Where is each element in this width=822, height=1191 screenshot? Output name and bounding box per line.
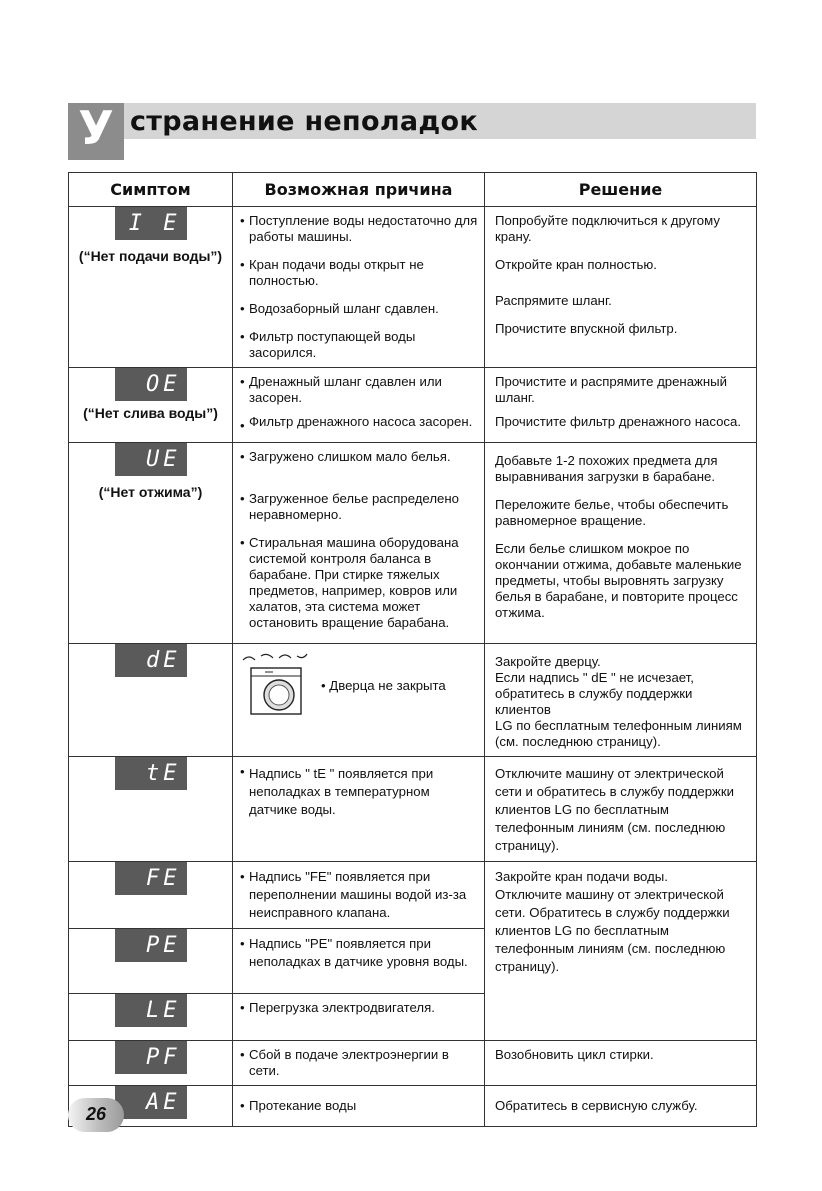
error-code-display: FE bbox=[115, 862, 187, 895]
solution-item: Добавьте 1-2 похожих предмета для выравнивания загрузки в барабане. bbox=[495, 453, 718, 484]
cause-cell bbox=[233, 1041, 485, 1086]
cause-cell bbox=[233, 862, 485, 929]
solution-item: Переложите белье, чтобы обеспечить равномерное вращение. bbox=[495, 497, 729, 528]
solution-cell bbox=[485, 368, 757, 443]
solution-line: обратитесь в службу поддержки клиентов bbox=[495, 686, 693, 717]
cause-cell bbox=[233, 368, 485, 443]
cause-item: • Поступление воды недостаточно для работы машины. bbox=[233, 207, 484, 251]
table-row bbox=[69, 1041, 757, 1086]
solution-item: Обратитесь в сервисную службу. bbox=[495, 1098, 698, 1113]
solution-line: LG по бесплатным телефонным линиям bbox=[495, 718, 742, 733]
cause-item: • Перегрузка электродвигателя. bbox=[233, 994, 484, 1022]
column-header-solution: Решение bbox=[485, 173, 757, 207]
symptom-cell bbox=[69, 929, 233, 994]
symptom-cell bbox=[69, 443, 233, 644]
error-code-display: tE bbox=[115, 757, 187, 790]
solution-line: Закройте дверцу. bbox=[495, 654, 601, 669]
solution-item: Отключите машину от электрической сети и обратитесь в службу поддержки клиентов LG по бесплатным телефонным линиям (см. последнюю страницу). bbox=[495, 766, 735, 853]
cause-cell bbox=[233, 443, 485, 644]
cause-cell bbox=[233, 1086, 485, 1127]
solution-item: Попробуйте подключиться к другому крану. bbox=[495, 213, 720, 244]
symptom-cell bbox=[69, 757, 233, 862]
page-number: 26 bbox=[86, 1104, 107, 1124]
solution-cell bbox=[485, 862, 757, 1041]
cause-item: • Загруженное белье распределено неравномерно. bbox=[233, 485, 484, 529]
solution-item: Возобновить цикл стирки. bbox=[495, 1047, 654, 1062]
symptom-cell bbox=[69, 644, 233, 757]
solution-text bbox=[485, 862, 756, 982]
troubleshooting-table bbox=[68, 172, 757, 1127]
table-row bbox=[69, 207, 757, 368]
symptom-cell bbox=[69, 862, 233, 929]
table-row bbox=[69, 757, 757, 862]
solution-cell bbox=[485, 207, 757, 368]
solution-cell bbox=[485, 1041, 757, 1086]
cause-item: • Дренажный шланг сдавлен или засорен. bbox=[233, 368, 484, 412]
solution-line: (см. последнюю страницу). bbox=[495, 734, 661, 749]
cause-item: • Водозаборный шланг сдавлен. bbox=[233, 295, 484, 323]
symptom-cell bbox=[69, 1041, 233, 1086]
cause-item: • Сбой в подаче электроэнергии в сети. bbox=[233, 1041, 484, 1085]
table-row bbox=[69, 368, 757, 443]
symptom-cell bbox=[69, 207, 233, 368]
solution-line: Закройте кран подачи воды. bbox=[495, 869, 668, 884]
error-code-display: OE bbox=[115, 368, 187, 401]
solution-item: Откройте кран полностью. bbox=[495, 257, 657, 272]
cause-item: • Протекание воды bbox=[233, 1092, 484, 1120]
cause-item: • Надпись "PE" появляется при неполадках в датчике уровня воды. bbox=[233, 929, 484, 977]
cause-item: • Надпись " tE " появляется при неполадках в температурном датчике воды. bbox=[233, 757, 484, 825]
cause-item: Дверца не закрыта bbox=[329, 677, 446, 693]
cause-item: • Стиральная машина оборудована системой контроля баланса в барабане. При стирке тяжелых предметов, например, ковров или халатов, эта система может остановить вращение барабана. bbox=[233, 529, 484, 637]
column-header-cause: Возможная причина bbox=[233, 173, 485, 207]
table-row bbox=[69, 862, 757, 929]
solution-item: Прочистите впускной фильтр. bbox=[495, 321, 678, 336]
cause-cell bbox=[233, 757, 485, 862]
error-code-display: AE bbox=[115, 1086, 187, 1119]
solution-line: Отключите машину от электрической сети. Обратитесь в службу поддержки клиентов LG по бесплатным телефонным линиям (см. последнюю страницу). bbox=[495, 887, 730, 974]
page-title: странение неполадок bbox=[130, 106, 478, 137]
solution-cell bbox=[485, 443, 757, 644]
symptom-label: (“Нет слива воды”) bbox=[83, 405, 218, 421]
cause-item: • Фильтр дренажного насоса засорен. bbox=[233, 412, 484, 436]
solution-text bbox=[485, 644, 756, 756]
cause-cell bbox=[233, 929, 485, 994]
washing-machine-door-icon bbox=[239, 652, 315, 718]
solution-cell bbox=[485, 1086, 757, 1127]
table-row bbox=[69, 644, 757, 757]
solution-item: Прочистите и распрямите дренажный шланг. bbox=[495, 374, 727, 405]
symptom-cell bbox=[69, 994, 233, 1041]
solution-cell bbox=[485, 757, 757, 862]
error-code-display: PE bbox=[115, 929, 187, 962]
cause-item: • Надпись "FE" появляется при переполнении машины водой из-за неисправного клапана. bbox=[233, 862, 484, 928]
solution-line: Если надпись " dE " не исчезает, bbox=[495, 670, 694, 685]
cause-cell bbox=[233, 207, 485, 368]
cause-cell bbox=[233, 994, 485, 1041]
symptom-cell bbox=[69, 368, 233, 443]
column-header-symptom: Симптом bbox=[69, 173, 233, 207]
solution-item: Прочистите фильтр дренажного насоса. bbox=[495, 414, 741, 429]
error-code-display: I E bbox=[115, 207, 187, 240]
cause-cell bbox=[233, 644, 485, 757]
page-number-badge bbox=[68, 1098, 124, 1132]
cause-item: • Загружено слишком мало белья. bbox=[233, 443, 484, 485]
error-code-display: dE bbox=[115, 644, 187, 677]
cause-item: • Кран подачи воды открыт не полностью. bbox=[233, 251, 484, 295]
solution-cell bbox=[485, 644, 757, 757]
cause-item: • Фильтр поступающей воды засорился. bbox=[233, 323, 484, 367]
symptom-label: (“Нет отжима”) bbox=[98, 484, 203, 500]
table-row bbox=[69, 443, 757, 644]
error-code-display: PF bbox=[115, 1041, 187, 1074]
error-code-display: LE bbox=[115, 994, 187, 1027]
solution-item: Если белье слишком мокрое по окончании отжима, добавьте маленькие предметы, чтобы выровнять загрузку белья в барабане, и повторите процесс отжима. bbox=[495, 541, 742, 620]
solution-item: Распрямите шланг. bbox=[495, 293, 612, 308]
error-code-display: UE bbox=[115, 443, 187, 476]
symptom-label: (“Нет подачи воды”) bbox=[78, 248, 223, 264]
cause-text: • Дверца не закрыта bbox=[321, 677, 446, 693]
table-row bbox=[69, 1086, 757, 1127]
door-open-illustration-wrap bbox=[233, 644, 484, 726]
table-header-row bbox=[69, 173, 757, 207]
header-initial-letter: У bbox=[68, 103, 124, 160]
